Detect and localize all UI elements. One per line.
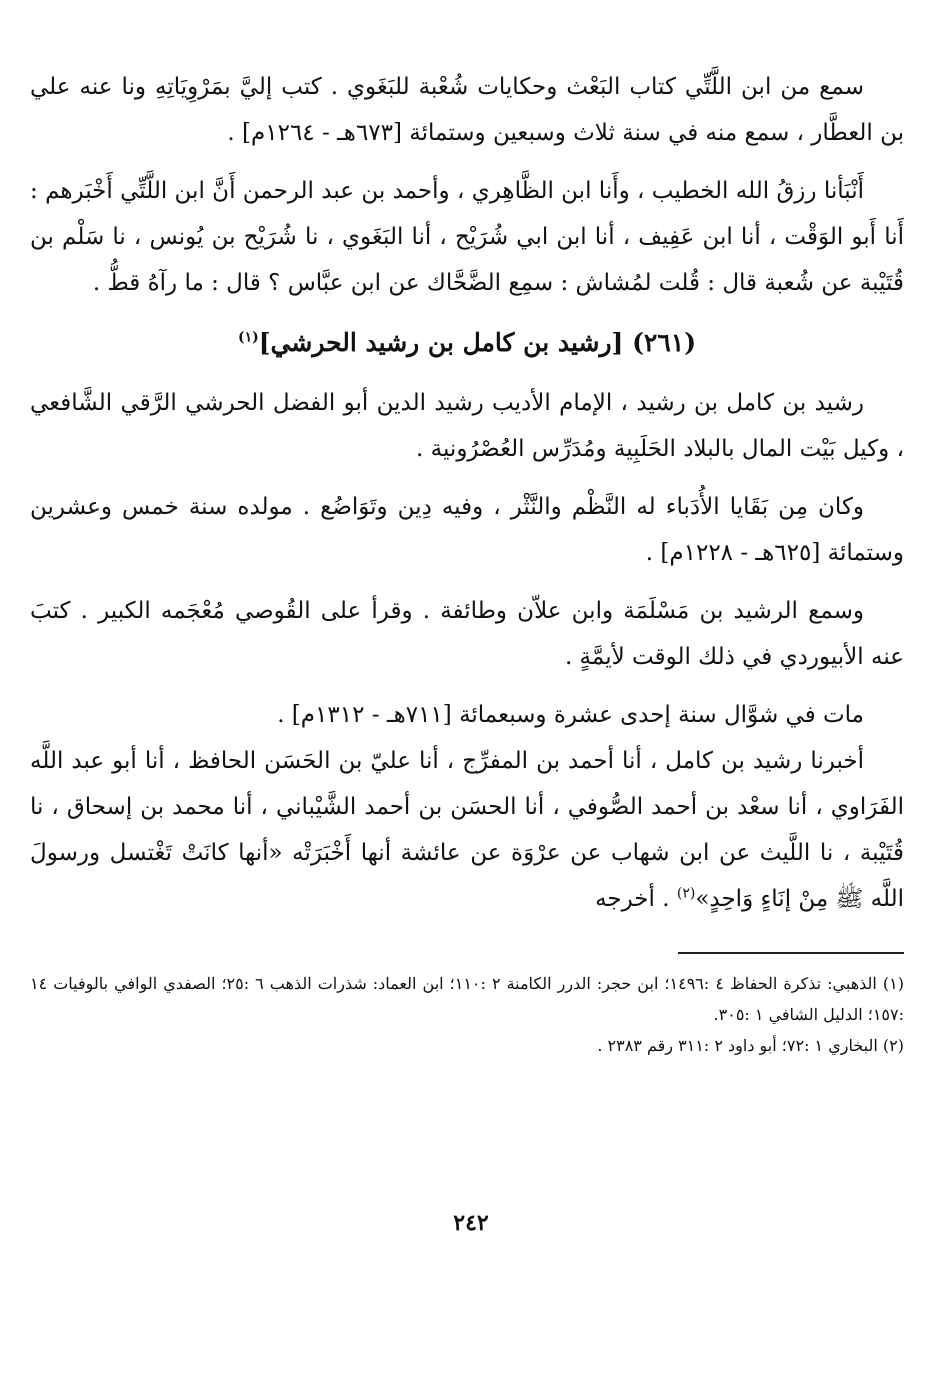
paragraph-2: أَنْبَأنا رزقُ الله الخطيب ، وأَنا ابن الظَّاهِري ، وأحمد بن عبد الرحمن أَنَّ ابن اللَّتِّي أَخْبَرهم : أَنا أَبو الوَقْت ، أنا ابن عَفِيف ، أنا ابن ابي شُرَيْح ، أنا البَغَوي ، نا شُرَيْح بن يُونس ، نا سَلْم بن قُتَيْبة عن شُعبة قال : قُلت لمُشاش : سمِع الضَّحَّاك عن ابن عبَّاس ؟ قال : ما رآهُ قطُّ .	[30, 178, 904, 296]
document-page	[30, 64, 904, 1335]
entry-heading-text: (٢٦١) [رشيد بن كامل بن رشيد الحرشي]	[258, 328, 697, 357]
hadith-paragraph	[30, 738, 904, 922]
page-number: ٢٤٢	[453, 1210, 489, 1236]
paragraph-5: وسمع الرشيد بن مَسْلَمَة وابن علاّن وطائفة . وقرأ على القُوصي مُعْجَمه الكبير . كتبَ عنه الأبيوردي في ذلك الوقت لأيمَّةٍ .	[30, 598, 904, 670]
footnote-ref-1: (١)	[237, 329, 259, 346]
death-paragraph: مات في شوَّال سنة إحدى عشرة وسبعمائة [٧١١هـ - ١٣١٢م] .	[277, 702, 864, 728]
paragraph-3: رشيد بن كامل بن رشيد ، الإمام الأديب رشيد الدين أبو الفضل الحرشي الرَّقي الشَّافعي ، وكيل بَيْت المال بالبلاد الحَلَبِية ومُدَرِّس العُصْرُونية .	[30, 390, 904, 462]
footnote-ref-2: (٢)	[676, 885, 696, 902]
hadith-tail: . أخرجه	[595, 886, 677, 912]
footnote-divider	[678, 952, 904, 954]
footnote-2: (٢) البخاري ١ :٧٢؛ أبو داود ٢ :٣١١ رقم ٢٣٨٣ .	[597, 1036, 904, 1055]
hadith-text: أخبرنا رشيد بن كامل ، أنا أحمد بن المفرِّج ، أنا عليّ بن الحَسَن الحافظ ، أنا أبو عبد اللَّه الفَرَاوي ، أنا سعْد بن أحمد الصُّوفي ، أنا الحسَن بن أحمد الشَّيْباني ، أنا محمد بن إسحاق ، نا قُتَيْبة ، نا اللَّيث عن ابن شهاب عن عرْوَة عن عائشة أنها أَخْبَرَتْه «أنها كانَتْ تَغْتسل ورسولَ اللَّه ﷺ مِنْ إنَاءٍ وَاحِدٍ»	[30, 748, 904, 912]
footnote-1: (١) الذهبي: تذكرة الحفاظ ٤ :١٤٩٦؛ ابن حجر: الدرر الكامنة ٢ :١١٠؛ ابن العماد: شذرات الذهب ٦ :٢٥؛ الصفدي الوافي بالوفيات ١٤ :١٥٧؛ الدليل الشافي ١ :٣٠٥.	[30, 974, 904, 1024]
paragraph-4: وكان مِن بَقَايا الأُدَباء له النَّظْم والنَّثْر ، وفيه دِين وتَوَاضُع . مولده سنة خمس وعشرين وستمائة [٦٢٥هـ - ١٢٢٨م] .	[30, 494, 904, 566]
paragraph-1: سمع من ابن اللَّتِّي كتاب البَعْث وحكايات شُعْبة للبَغَوي . كتب إليَّ بمَرْوِيَاتِهِ ونا عنه علي بن العطَّار ، سمع منه في سنة ثلاث وسبعين وستمائة [٦٧٣هـ - ١٢٦٤م] .	[30, 74, 904, 146]
entry-heading	[30, 318, 904, 368]
